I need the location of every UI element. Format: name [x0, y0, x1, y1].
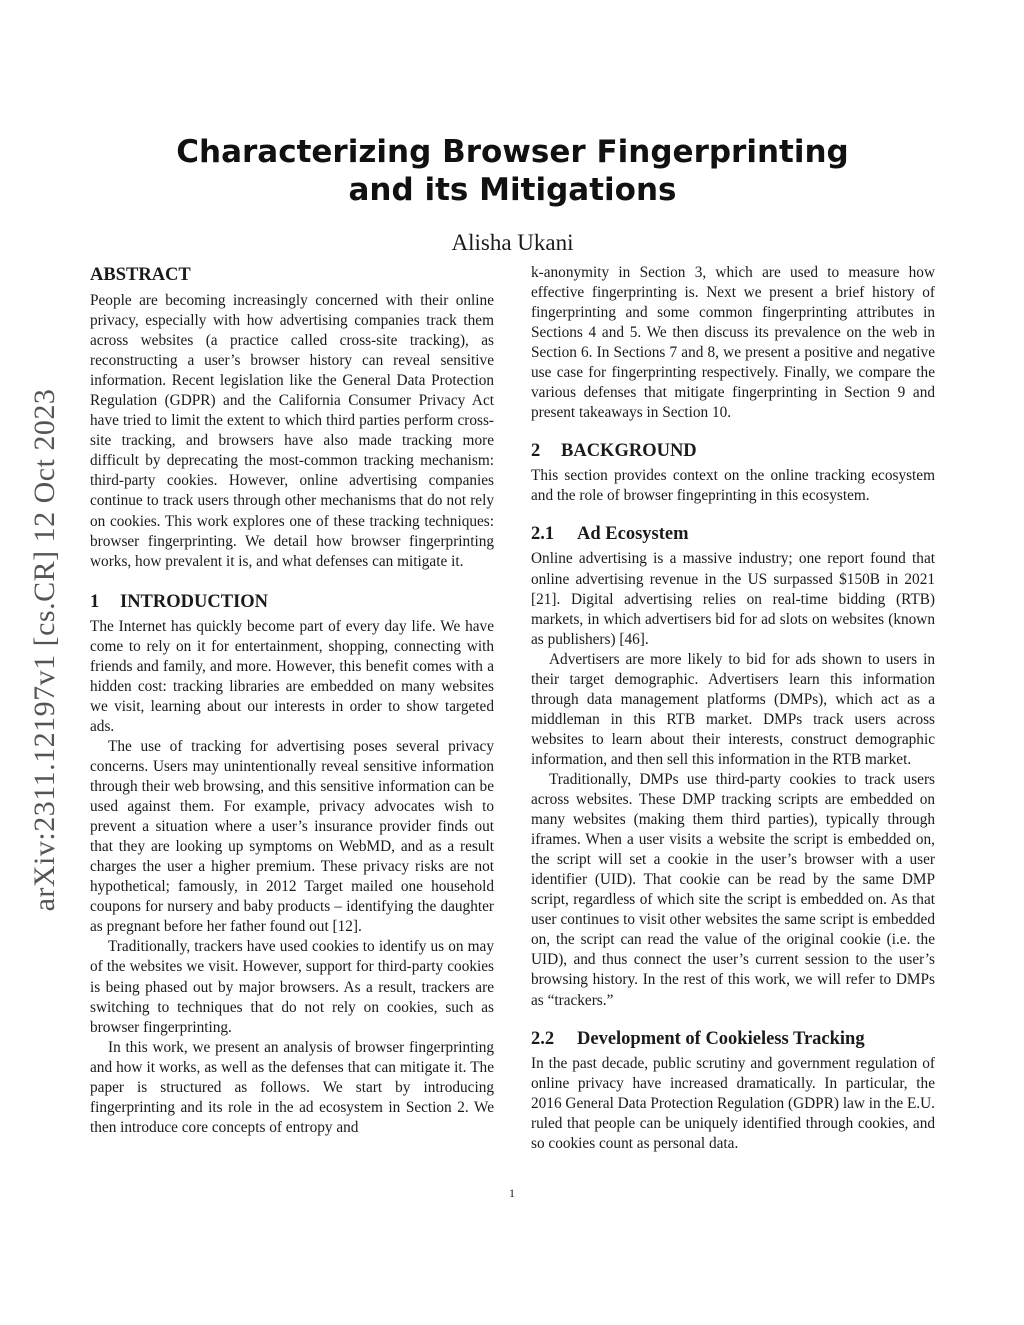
section-title: Ad Ecosystem [577, 524, 689, 545]
arxiv-sidebar [30, 360, 60, 940]
left-column [90, 263, 494, 1138]
abstract-heading: ABSTRACT [90, 265, 191, 285]
section-number: 2.2 [531, 1028, 555, 1049]
background-text: This section provides context on the online tracking ecosystem and the role of browser fingeprinting in this ecosystem. [531, 467, 935, 505]
title-line-2: and its Mitigations [348, 172, 677, 208]
title-block [90, 133, 935, 257]
section-title: BACKGROUND [561, 441, 697, 462]
background-heading [531, 439, 935, 463]
intro-paragraph-3: Traditionally, trackers have used cookies to identify us on may of the websites we visit. However, support for third-party cookies is being phased out by major browsers. As a result, trackers are switching to techniques that do not rely on cookies, such as browser fingerprinting. [90, 938, 494, 1036]
intro-paragraph-4: In this work, we present an analysis of browser fingerprinting and how it works, as well as the defenses that can mitigate it. The paper is structured as follows. We start by introducing fingerprinting and its role in the ad ecosystem in Section 2. We then introduce core concepts of entropy and [90, 1038, 494, 1136]
arxiv-identifier: arXiv:2311.12197v1 [cs.CR] 12 Oct 2023 [28, 388, 61, 912]
author-name: Alisha Ukani [451, 230, 574, 255]
section-number: 1 [90, 591, 100, 612]
section-number: 2 [531, 441, 541, 462]
right-column [531, 263, 935, 1154]
cookieless-paragraph-1: In the past decade, public scrutiny and government regulation of online privacy have increased dramatically. In particular, the 2016 General Data Protection Regulation (GDPR) law in the E.U. ruled that people can be uniquely identified through cookies, and so cookies count as personal data. [531, 1054, 936, 1152]
paper-title [90, 133, 935, 209]
ad-ecosystem-paragraph-2: Advertisers are more likely to bid for ads shown to users in their target demographic. Advertisers learn this information through data management platforms (DMPs), which act as a middleman in this RTB market. DMPs track users across websites to learn about their interests, construct demographic information, and then sell this information in the RTB market. [531, 650, 935, 768]
title-line-1: Characterizing Browser Fingerprinting [176, 134, 849, 170]
intro-paragraph-4-continued: k-anonymity in Section 3, which are used to measure how effective fingerprinting is. Next we present a brief history of fingerprinting and some common fingerprinting attributes in Sections 4 and 5. We then discuss its prevalence on the web in Section 6. In Sections 7 and 8, we present a positive and negative use case for fingerprinting respectively. Finally, we compare the various defenses that mitigate fingerprinting in Section 9 and present takeaways in Section 10. [531, 264, 935, 422]
intro-paragraph-1: The Internet has quickly become part of every day life. We have come to rely on it for entertainment, shopping, connecting with friends and family, and more. However, this benefit comes with a hidden cost: tracking libraries are embedded on many websites we visit, learning about our interests in order to show targeted ads. [90, 617, 494, 735]
abstract-text: People are becoming increasingly concerned with their online privacy, especially with how advertising companies track them across websites (a practice called cross-site tracking), as reconstructing a user’s browser history can reveal sensitive information. Recent legislation like the General Data Protection Regulation (GDPR) and the California Consumer Privacy Act have tried to limit the extent to which third parties perform cross-site tracking, and browsers have also made tracking more difficult by deprecating the most-common tracking mechanism: third-party cookies. However, online advertising companies continue to track users through other mechanisms that do not rely on cookies. This work explores one of these tracking techniques: browser fingerprinting. We detail how browser fingerprinting works, how prevalent it is, and what defenses can mitigate it. [90, 292, 494, 570]
page-number: 1 [509, 1186, 515, 1200]
section-title: INTRODUCTION [120, 591, 269, 612]
intro-heading [90, 590, 494, 614]
ad-ecosystem-paragraph-1: Online advertising is a massive industry; one report found that online advertising revenue in the US surpassed $150B in 2021 [21]. Digital advertising relies on real-time bidding (RTB) markets, in which advertisers bid for ad slots on websites (known as publishers) [46]. [531, 550, 935, 648]
ad-ecosystem-paragraph-3: Traditionally, DMPs use third-party cookies to track users across websites. These DMP tracking scripts are embedded on many websites (making them third parties), typically through iframes. When a user visits a website the script is embedded on, the script will set a cookie in the user’s browser with a user identifier (UID). That cookie can be read by the same DMP script, regardless of which site the script is embedded on. As that user continues to visit other websites the same script is embedded on, the script can read the value of the original cookie (i.e. the UID), and thus connect the user’s current session to the user’s browsing history. In the rest of this work, we will refer to DMPs as “trackers.” [531, 770, 935, 1009]
section-title: Development of Cookieless Tracking [577, 1028, 865, 1049]
cookieless-heading [531, 1027, 935, 1051]
section-number: 2.1 [531, 524, 555, 545]
ad-ecosystem-heading [531, 522, 935, 546]
intro-paragraph-2: The use of tracking for advertising poses several privacy concerns. Users may unintentionally reveal sensitive information through their web browsing, and this sensitive information can be used against them. For example, privacy advocates wish to prevent a situation where a user’s insurance provider finds out that they are looking up symptoms on WebMD, and as a result charges the user a higher premium. These privacy risks are not hypothetical; famously, in 2012 Target mailed one household coupons for nursery and baby products – identifying the daughter as pregnant before her father found out [12]. [90, 737, 494, 936]
